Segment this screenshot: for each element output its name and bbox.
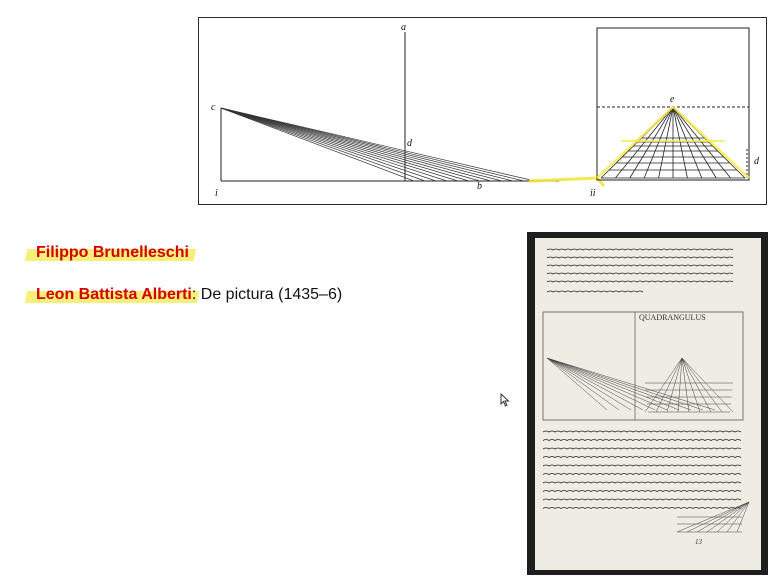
manuscript-svg [527, 232, 768, 575]
perspective-diagram [198, 17, 767, 205]
label-b: b [477, 181, 482, 192]
label-d-right: d [754, 156, 759, 167]
sight-ray [221, 108, 513, 181]
label-ii: ii [590, 188, 596, 199]
sight-rays [221, 108, 535, 181]
sight-ray [221, 108, 480, 181]
grid-orthogonal [673, 107, 702, 178]
highlight-stroke [529, 178, 604, 186]
label-e: e [670, 94, 675, 105]
sight-ray [221, 108, 535, 181]
cursor-arrow-icon [500, 393, 510, 407]
highlight-edge [673, 107, 749, 178]
sight-ray [221, 108, 469, 181]
sight-ray [221, 108, 425, 181]
name-alberti: Leon Battista Alberti [36, 286, 192, 303]
grid-orthogonal [673, 107, 731, 178]
name-brunelleschi: Filippo Brunelleschi [36, 244, 189, 261]
names-list [36, 244, 342, 328]
manuscript-image [527, 232, 768, 575]
grid-orthogonal [615, 107, 673, 178]
sight-ray [221, 108, 436, 181]
highlight-edge [597, 107, 673, 178]
grid-orthogonal [644, 107, 673, 178]
sight-ray [221, 108, 414, 181]
name-row-brunelleschi [36, 244, 342, 262]
label-i: i [215, 188, 218, 199]
mouse-cursor [500, 393, 510, 412]
manuscript-caption: QUADRANGULUS [639, 313, 706, 322]
perspective-grid [597, 107, 749, 178]
manuscript-page-number: 13 [695, 538, 702, 546]
sight-ray [221, 108, 524, 181]
sight-ray [221, 108, 447, 181]
sight-ray [221, 108, 491, 181]
label-a: a [401, 22, 406, 33]
sight-ray [221, 108, 458, 181]
alberti-work-title: : De pictura (1435–6) [191, 286, 343, 303]
label-c: c [211, 102, 216, 113]
label-d-left: d [407, 138, 412, 149]
perspective-diagram-svg [199, 18, 768, 206]
sight-ray [221, 108, 502, 181]
name-row-alberti [36, 286, 342, 304]
